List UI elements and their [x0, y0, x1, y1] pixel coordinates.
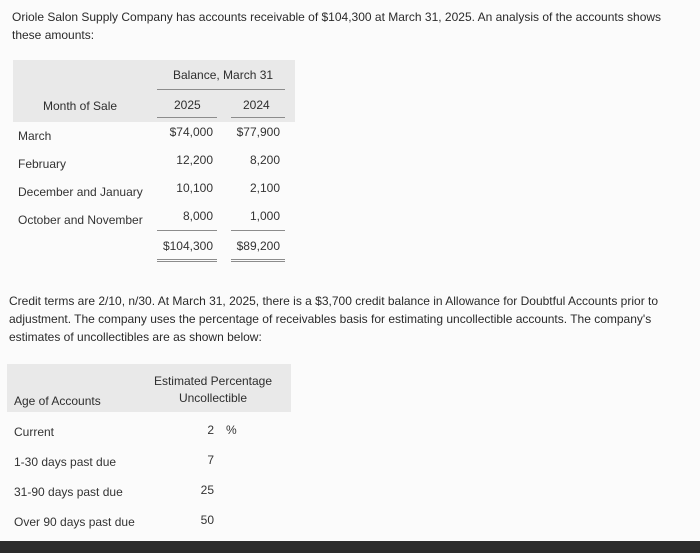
- estimated-percentage-header: Estimated Percentage: [153, 374, 273, 388]
- total-double-rule-2024: [231, 259, 285, 262]
- age-of-accounts-header: Age of Accounts: [14, 394, 101, 408]
- aging-row-percent: 50: [200, 513, 214, 527]
- bottom-edge-bar: [0, 541, 700, 553]
- subtotal-rule-2024: [231, 230, 285, 231]
- balance-header-rule: [157, 89, 285, 90]
- aging-row-label: Current: [14, 425, 55, 439]
- year-2025-rule: [157, 117, 217, 118]
- percent-sign: %: [226, 423, 237, 437]
- aging-row-label: 31-90 days past due: [14, 485, 123, 499]
- year-2025-header: 2025: [174, 98, 201, 112]
- year-2024-rule: [231, 117, 285, 118]
- row-2024-value: 1,000: [249, 209, 280, 223]
- total-2025-value: $104,300: [162, 239, 213, 253]
- row-2025-value: 10,100: [176, 181, 213, 195]
- row-2025-value: $74,000: [169, 125, 213, 139]
- month-of-sale-header: Month of Sale: [43, 99, 118, 113]
- row-month-label: February: [18, 157, 67, 171]
- aging-row-percent: 2: [207, 423, 214, 437]
- subtotal-rule-2025: [157, 230, 217, 231]
- intro-paragraph: Oriole Salon Supply Company has accounts receivable of $104,300 at March 31, 2025. An analysis of the accounts shows these amounts:: [12, 10, 662, 42]
- balance-header: Balance, March 31: [173, 68, 274, 82]
- row-month-label: October and November: [18, 213, 143, 227]
- row-month-label: December and January: [18, 185, 143, 199]
- row-2024-value: 8,200: [249, 153, 280, 167]
- aging-row-percent: 7: [207, 453, 214, 467]
- year-2024-header: 2024: [243, 98, 270, 112]
- aging-row-label: Over 90 days past due: [14, 515, 135, 529]
- row-month-label: March: [18, 129, 52, 143]
- uncollectible-header: Uncollectible: [178, 391, 248, 405]
- row-2024-value: 2,100: [249, 181, 280, 195]
- aging-row-percent: 25: [200, 483, 214, 497]
- row-2025-value: 8,000: [182, 209, 213, 223]
- credit-terms-paragraph: Credit terms are 2/10, n/30. At March 31, 2025, there is a $3,700 credit balance in Allowance for Doubtful Accounts prior to adjustment. The company uses the percentage of receivables basis for estimating uncollectible accounts. The company's estimates of uncollectibles are as shown below:: [9, 294, 659, 344]
- total-2024-value: $89,200: [236, 239, 280, 253]
- total-double-rule-2025: [157, 259, 217, 262]
- aging-row-label: 1-30 days past due: [14, 455, 117, 469]
- row-2025-value: 12,200: [176, 153, 213, 167]
- row-2024-value: $77,900: [236, 125, 280, 139]
